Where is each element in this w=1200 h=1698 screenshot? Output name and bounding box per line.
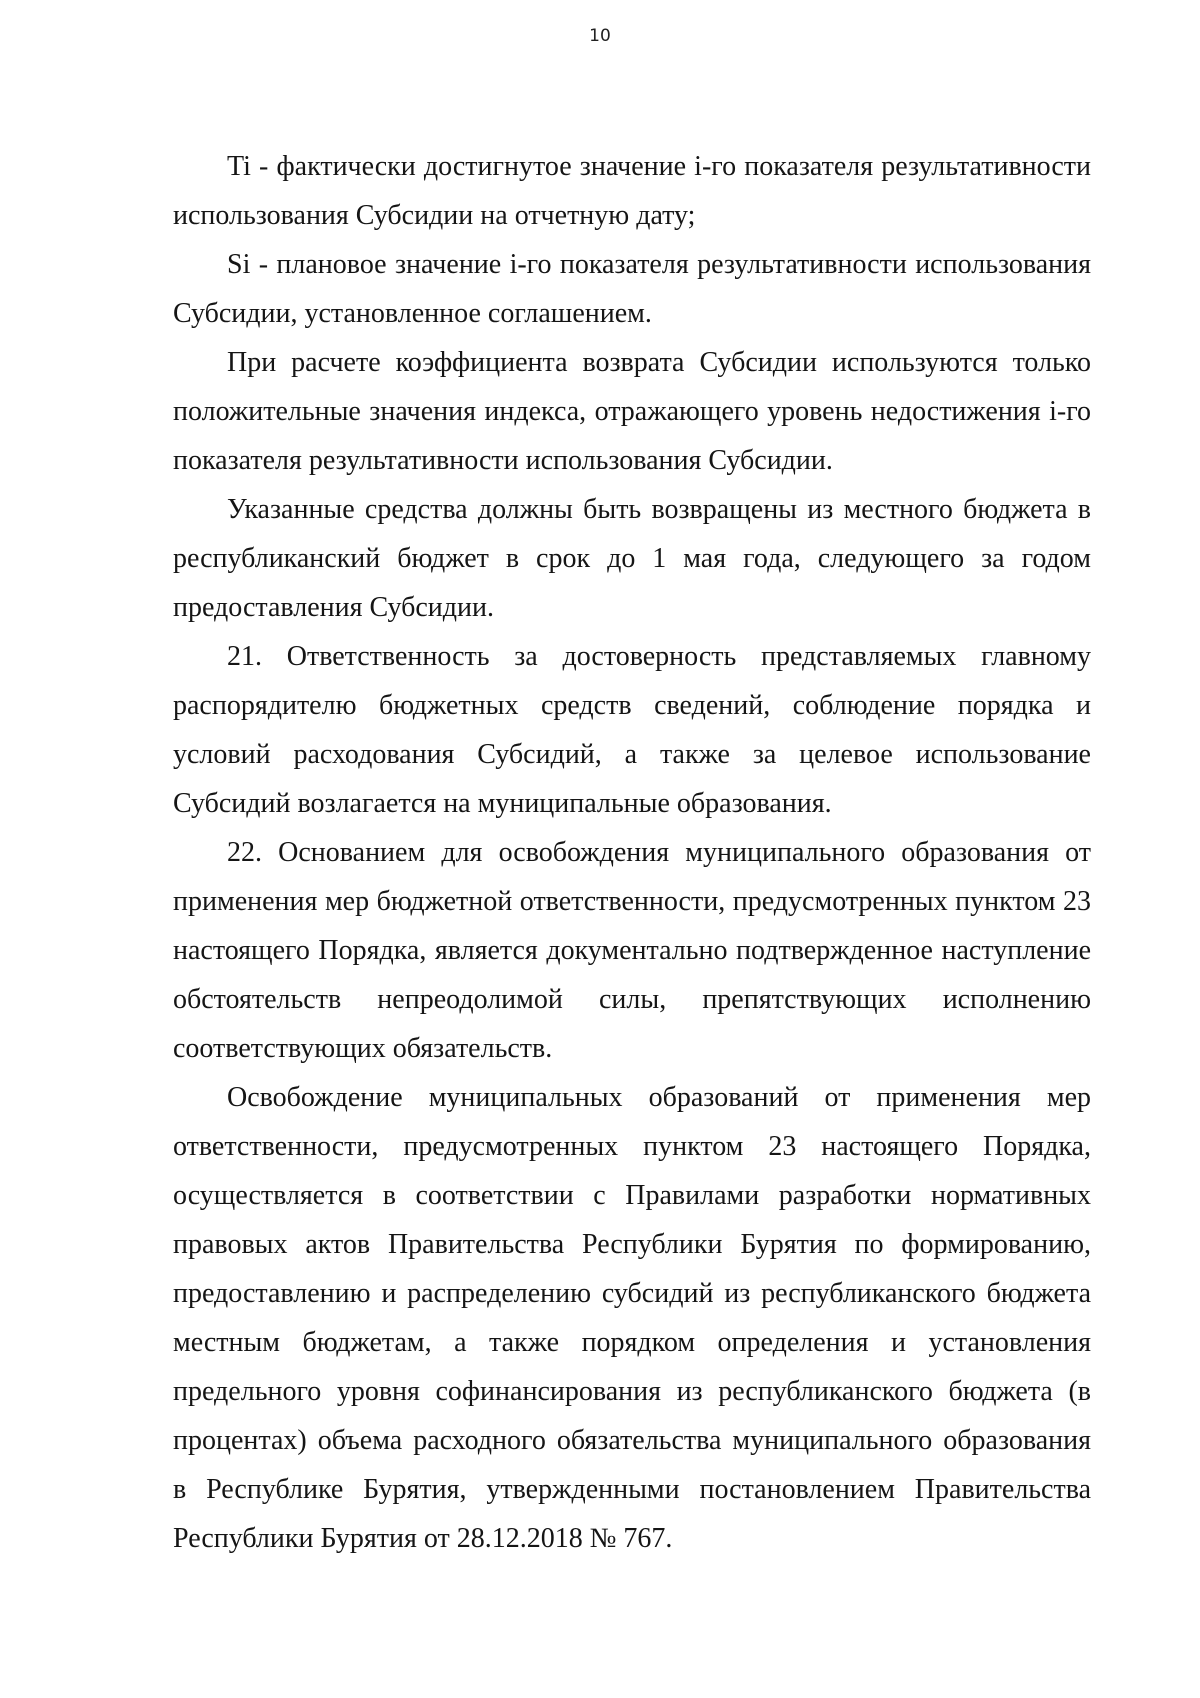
paragraph-ti-definition: Ti - фактически достигнутое значение i-го показателя результативности использования Субсидии на отчетную дату; <box>173 151 1091 231</box>
paragraph-item-22: 22. Основанием для освобождения муниципального образования от применения мер бюджетной ответственности, предусмотренных пунктом 23 настоящего Порядка, является документально подтвержденное наступление обстоятельств непреодолимой силы, препятствующих исполнению соответствующих обязательств. <box>173 837 1091 1064</box>
paragraph-exemption: Освобождение муниципальных образований от применения мер ответственности, предусмотренных пунктом 23 настоящего Порядка, осуществляется в соответствии с Правилами разработки нормативных правовых актов Правительства Республики Бурятия по формированию, предоставлению и распределению субсидий из республиканского бюджета местным бюджетам, а также порядком определения и установления предельного уровня софинансирования из республиканского бюджета (в процентах) объема расходного обязательства муниципального образования в Республике Бурятия, утвержденными постановлением Правительства Республики Бурятия от 28.12.2018 № 767. <box>173 1082 1091 1554</box>
paragraph-funds-return: Указанные средства должны быть возвращены из местного бюджета в республиканский бюджет в срок до 1 мая года, следующего за годом предоставления Субсидии. <box>173 494 1091 623</box>
paragraph-si-definition: Si - плановое значение i-го показателя результативности использования Субсидии, установленное соглашением. <box>173 249 1091 329</box>
paragraph-item-21: 21. Ответственность за достоверность представляемых главному распорядителю бюджетных средств сведений, соблюдение порядка и условий расходования Субсидий, а также за целевое использование Субсидий возлагается на муниципальные образования. <box>173 641 1091 819</box>
document-body <box>173 142 1091 1563</box>
page-number: 10 <box>589 26 611 46</box>
paragraph-coefficient-calculation: При расчете коэффициента возврата Субсидии используются только положительные значения индекса, отражающего уровень недостижения i-го показателя результативности использования Субсидии. <box>173 347 1091 476</box>
